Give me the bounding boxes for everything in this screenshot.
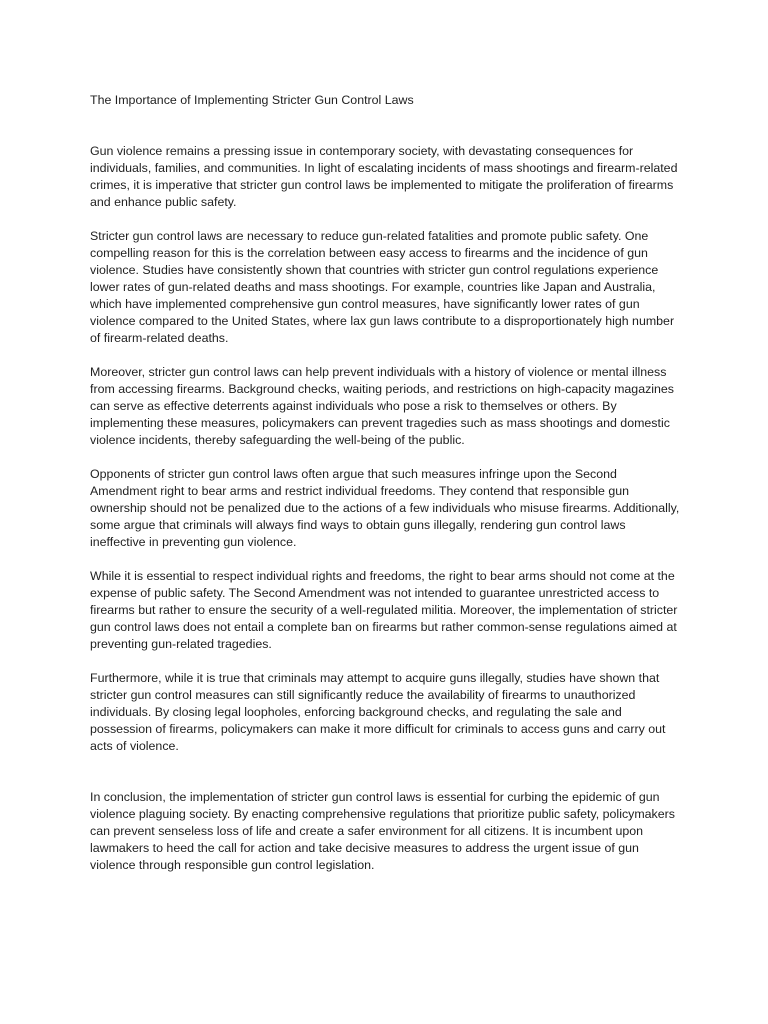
paragraph-criminals-rebuttal: Furthermore, while it is true that criminals may attempt to acquire guns illegally, studies have shown that stricter gun control measures can still significantly reduce the availability of firearms to unauthorized individuals. By closing legal loopholes, enforcing background checks, and regulating the sale and possession of firearms, policymakers can make it more difficult for criminals to access guns and carry out acts of violence. bbox=[90, 671, 666, 753]
paragraph-opponents: Opponents of stricter gun control laws often argue that such measures infringe upon the Second Amendment right to bear arms and restrict individual freedoms. They contend that responsible gun ownership should not be penalized due to the actions of a few individuals who misuse firearms. Additionally, some argue that criminals will always find ways to obtain guns illegally, rendering gun control laws ineffective in preventing gun violence. bbox=[90, 467, 680, 549]
document-body bbox=[90, 92, 680, 891]
paragraph-introduction: Gun violence remains a pressing issue in contemporary society, with devastating consequences for individuals, families, and communities. In light of escalating incidents of mass shootings and firearm-related crimes, it is imperative that stricter gun control laws be implemented to mitigate the proliferation of firearms and enhance public safety. bbox=[90, 144, 678, 209]
paragraph-conclusion: In conclusion, the implementation of stricter gun control laws is essential for curbing the epidemic of gun violence plaguing society. By enacting comprehensive regulations that prioritize public safety, policymakers can prevent senseless loss of life and create a safer environment for all citizens. It is incumbent upon lawmakers to heed the call for action and take decisive measures to address the urgent issue of gun violence through responsible gun control legislation. bbox=[90, 790, 675, 872]
document-title: The Importance of Implementing Stricter Gun Control Laws bbox=[90, 93, 414, 107]
paragraph-public-safety: Stricter gun control laws are necessary to reduce gun-related fatalities and promote public safety. One compelling reason for this is the correlation between easy access to firearms and the incidence of gun violence. Studies have consistently shown that countries with stricter gun control regulations experience lower rates of gun-related deaths and mass shootings. For example, countries like Japan and Australia, which have implemented comprehensive gun control measures, have significantly lower rates of gun violence compared to the United States, where lax gun laws contribute to a disproportionately high number of firearm-related deaths. bbox=[90, 229, 675, 345]
paragraph-rights-rebuttal: While it is essential to respect individual rights and freedoms, the right to bear arms should not come at the expense of public safety. The Second Amendment was not intended to guarantee unrestricted access to firearms but rather to ensure the security of a well-regulated militia. Moreover, the implementation of stricter gun control laws does not entail a complete ban on firearms but rather common-sense regulations aimed at preventing gun-related tragedies. bbox=[90, 569, 678, 651]
paragraph-prevention: Moreover, stricter gun control laws can help prevent individuals with a history of violence or mental illness from accessing firearms. Background checks, waiting periods, and restrictions on high-capacity magazines can serve as effective deterrents against individuals who pose a risk to themselves or others. By implementing these measures, policymakers can prevent tragedies such as mass shootings and domestic violence incidents, thereby safeguarding the well-being of the public. bbox=[90, 365, 675, 447]
